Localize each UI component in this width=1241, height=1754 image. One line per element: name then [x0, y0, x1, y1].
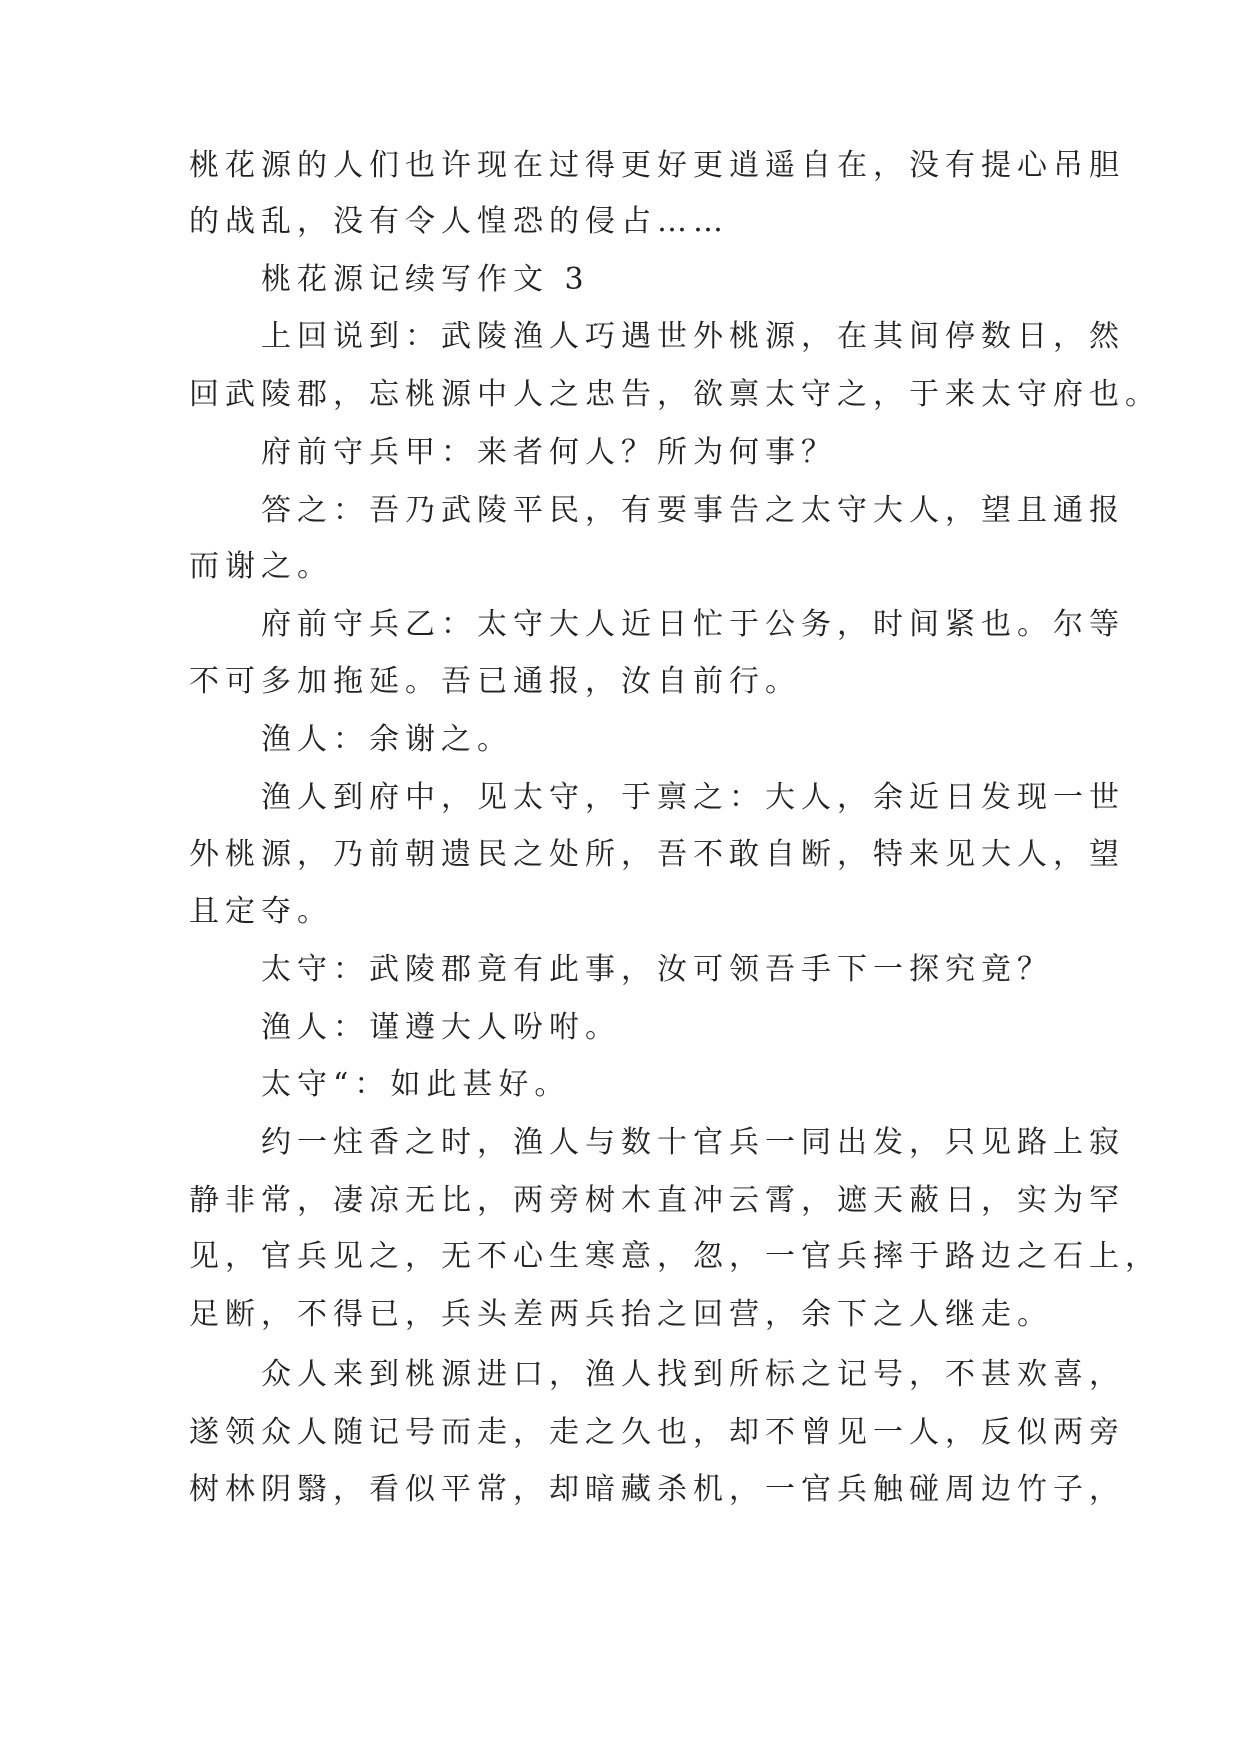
- text-line: 且定夺。: [189, 894, 333, 929]
- text-line: 遂领众人随记号而走，走之久也，却不曾见一人，反似两旁: [189, 1415, 1125, 1450]
- text-line: 回武陵郡，忘桃源中人之忠告，欲禀太守之，于来太守府也。: [189, 377, 1161, 412]
- text-line: 上回说到：武陵渔人巧遇世外桃源，在其间停数日，然: [189, 319, 1125, 354]
- text-line: 的战乱，没有令人惶恐的侵占……: [189, 204, 729, 239]
- text-line: 众人来到桃源进口，渔人找到所标之记号，不甚欢喜，: [189, 1357, 1125, 1392]
- text-line: 渔人到府中，见太守，于禀之：大人，余近日发现一世: [189, 780, 1125, 815]
- text-line: 不可多加拖延。吾已通报，汝自前行。: [189, 664, 801, 699]
- text-line: 约一炷香之时，渔人与数十官兵一同出发，只见路上寂: [189, 1125, 1125, 1160]
- text-line: 太守：武陵郡竟有此事，汝可领吾手下一探究竟？: [189, 952, 1053, 987]
- text-line: 渔人：余谢之。: [189, 722, 513, 757]
- text-line: 桃花源记续写作文 3: [189, 262, 590, 297]
- text-line: 府前守兵甲：来者何人？所为何事？: [189, 435, 837, 470]
- text-line: 树林阴翳，看似平常，却暗藏杀机，一官兵触碰周边竹子，: [189, 1472, 1125, 1507]
- text-line: 府前守兵乙：太守大人近日忙于公务，时间紧也。尔等: [189, 607, 1125, 642]
- text-line: 渔人：谨遵大人吩咐。: [189, 1010, 621, 1045]
- text-line: 而谢之。: [189, 549, 333, 584]
- text-line: 答之：吾乃武陵平民，有要事告之太守大人，望且通报: [189, 493, 1125, 528]
- text-line: 桃花源的人们也许现在过得更好更逍遥自在，没有提心吊胆: [189, 148, 1125, 183]
- text-line: 见，官兵见之，无不心生寒意，忽，一官兵摔于路边之石上，: [189, 1239, 1161, 1274]
- text-line: 外桃源，乃前朝遗民之处所，吾不敢自断，特来见大人，望: [189, 837, 1125, 872]
- text-line: 足断，不得已，兵头差两兵抬之回营，余下之人继走。: [189, 1297, 1053, 1332]
- text-line: 静非常，凄凉无比，两旁树木直冲云霄，遮天蔽日，实为罕: [189, 1183, 1125, 1218]
- text-line: 太守“：如此甚好。: [189, 1067, 571, 1102]
